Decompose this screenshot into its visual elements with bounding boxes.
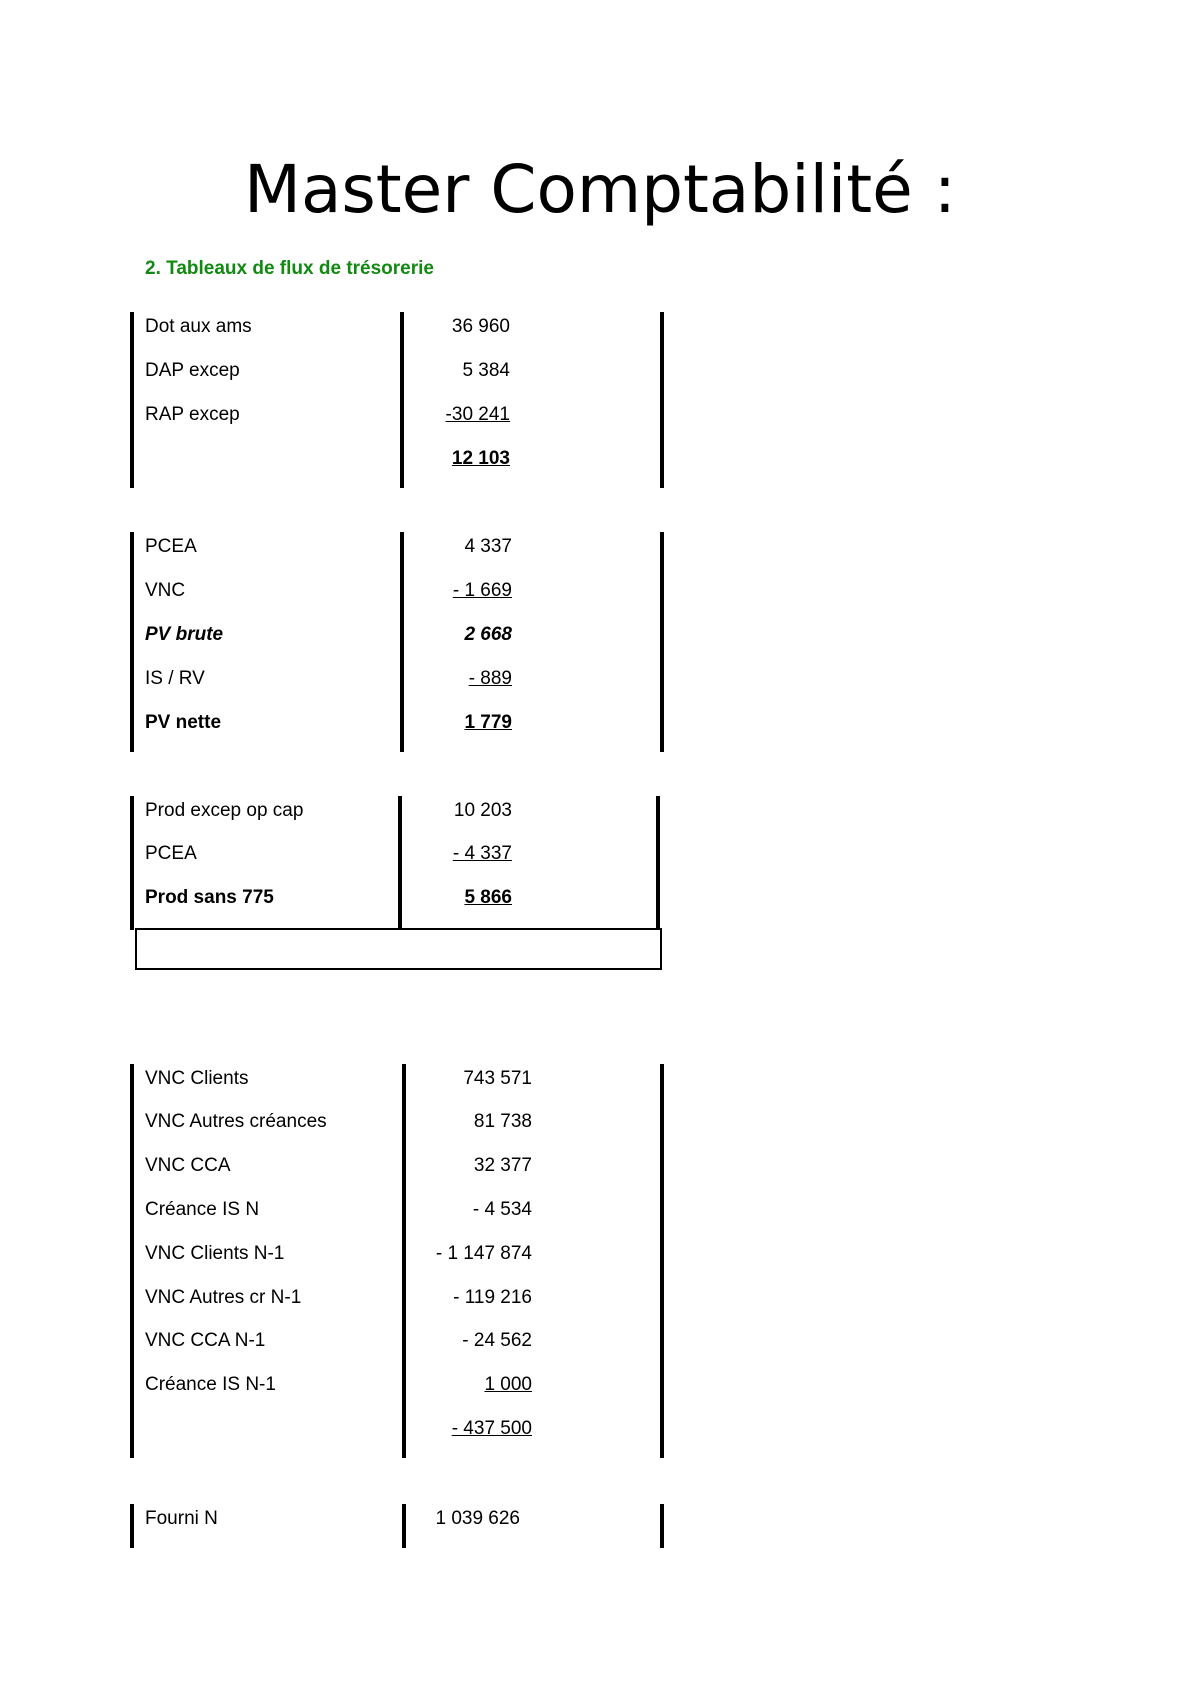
row-label: VNC Autres cr N-1	[145, 1287, 302, 1308]
row-value: 32 377	[473, 1155, 532, 1176]
table-row	[0, 796, 700, 826]
table-row	[0, 1326, 700, 1356]
table-row	[0, 444, 700, 474]
row-label: Créance IS N	[145, 1199, 260, 1220]
row-value: 1 039 626	[435, 1508, 520, 1529]
row-value: 5 866	[464, 887, 512, 908]
row-label: Dot aux ams	[145, 316, 252, 337]
row-value: 81 738	[473, 1111, 532, 1132]
table-row	[0, 576, 700, 606]
flux-table-3	[0, 796, 1200, 930]
table-row	[0, 312, 700, 342]
row-value: 4 337	[464, 536, 512, 557]
row-value: - 437 500	[451, 1418, 532, 1439]
row-label: RAP excep	[145, 404, 240, 425]
table-row	[0, 1283, 700, 1313]
row-label: PV brute	[145, 624, 224, 645]
row-label: PCEA	[145, 536, 197, 557]
table-row	[0, 1504, 700, 1534]
row-label: VNC CCA	[145, 1155, 231, 1176]
table-row	[0, 1195, 700, 1225]
row-value: -30 241	[445, 404, 510, 425]
table-row	[0, 1151, 700, 1181]
row-value: - 1 669	[452, 580, 512, 601]
row-value: 743 571	[463, 1068, 532, 1089]
row-value: - 1 147 874	[435, 1243, 532, 1264]
row-label: Prod sans 775	[145, 887, 274, 908]
row-value: - 4 337	[452, 843, 512, 864]
table-row	[0, 1107, 700, 1137]
page-title: Master Comptabilité :	[244, 151, 956, 228]
row-label: VNC Autres créances	[145, 1111, 327, 1132]
row-label: DAP excep	[145, 360, 240, 381]
row-label: Prod excep op cap	[145, 800, 304, 821]
row-value: - 4 534	[472, 1199, 532, 1220]
row-label: IS / RV	[145, 668, 205, 689]
flux-table-1	[0, 312, 1200, 488]
flux-table-2	[0, 532, 1200, 752]
row-label: VNC Clients	[145, 1068, 249, 1089]
row-value: 1 779	[464, 712, 512, 733]
row-label: Fourni N	[145, 1508, 218, 1529]
row-value: 1 000	[484, 1374, 532, 1395]
table-row	[0, 883, 700, 913]
row-value: 36 960	[451, 316, 510, 337]
section-subtitle: 2. Tableaux de flux de trésorerie	[145, 258, 434, 279]
table-row	[0, 664, 700, 694]
empty-footer-box	[135, 928, 662, 970]
row-label: PV nette	[145, 712, 222, 733]
row-label: VNC CCA N-1	[145, 1330, 266, 1351]
table-row	[0, 839, 700, 869]
row-value: 12 103	[451, 448, 510, 469]
flux-table-5	[0, 1504, 1200, 1548]
table-row	[0, 1239, 700, 1269]
table-row	[0, 532, 700, 562]
table-row	[0, 1370, 700, 1400]
table-row	[0, 1414, 700, 1444]
row-value: - 889	[468, 668, 512, 689]
row-label: VNC Clients N-1	[145, 1243, 285, 1264]
row-value: 10 203	[453, 800, 512, 821]
table-row	[0, 620, 700, 650]
row-value: 2 668	[464, 624, 512, 645]
table-row	[0, 708, 700, 738]
flux-table-4	[0, 1064, 1200, 1458]
row-value: - 119 216	[453, 1287, 532, 1308]
table-row	[0, 1064, 700, 1094]
row-label: Créance IS N-1	[145, 1374, 276, 1395]
row-label: VNC	[145, 580, 186, 601]
row-value: 5 384	[462, 360, 510, 381]
row-label: PCEA	[145, 843, 197, 864]
table-row	[0, 356, 700, 386]
table-row	[0, 400, 700, 430]
row-value: - 24 562	[462, 1330, 532, 1351]
